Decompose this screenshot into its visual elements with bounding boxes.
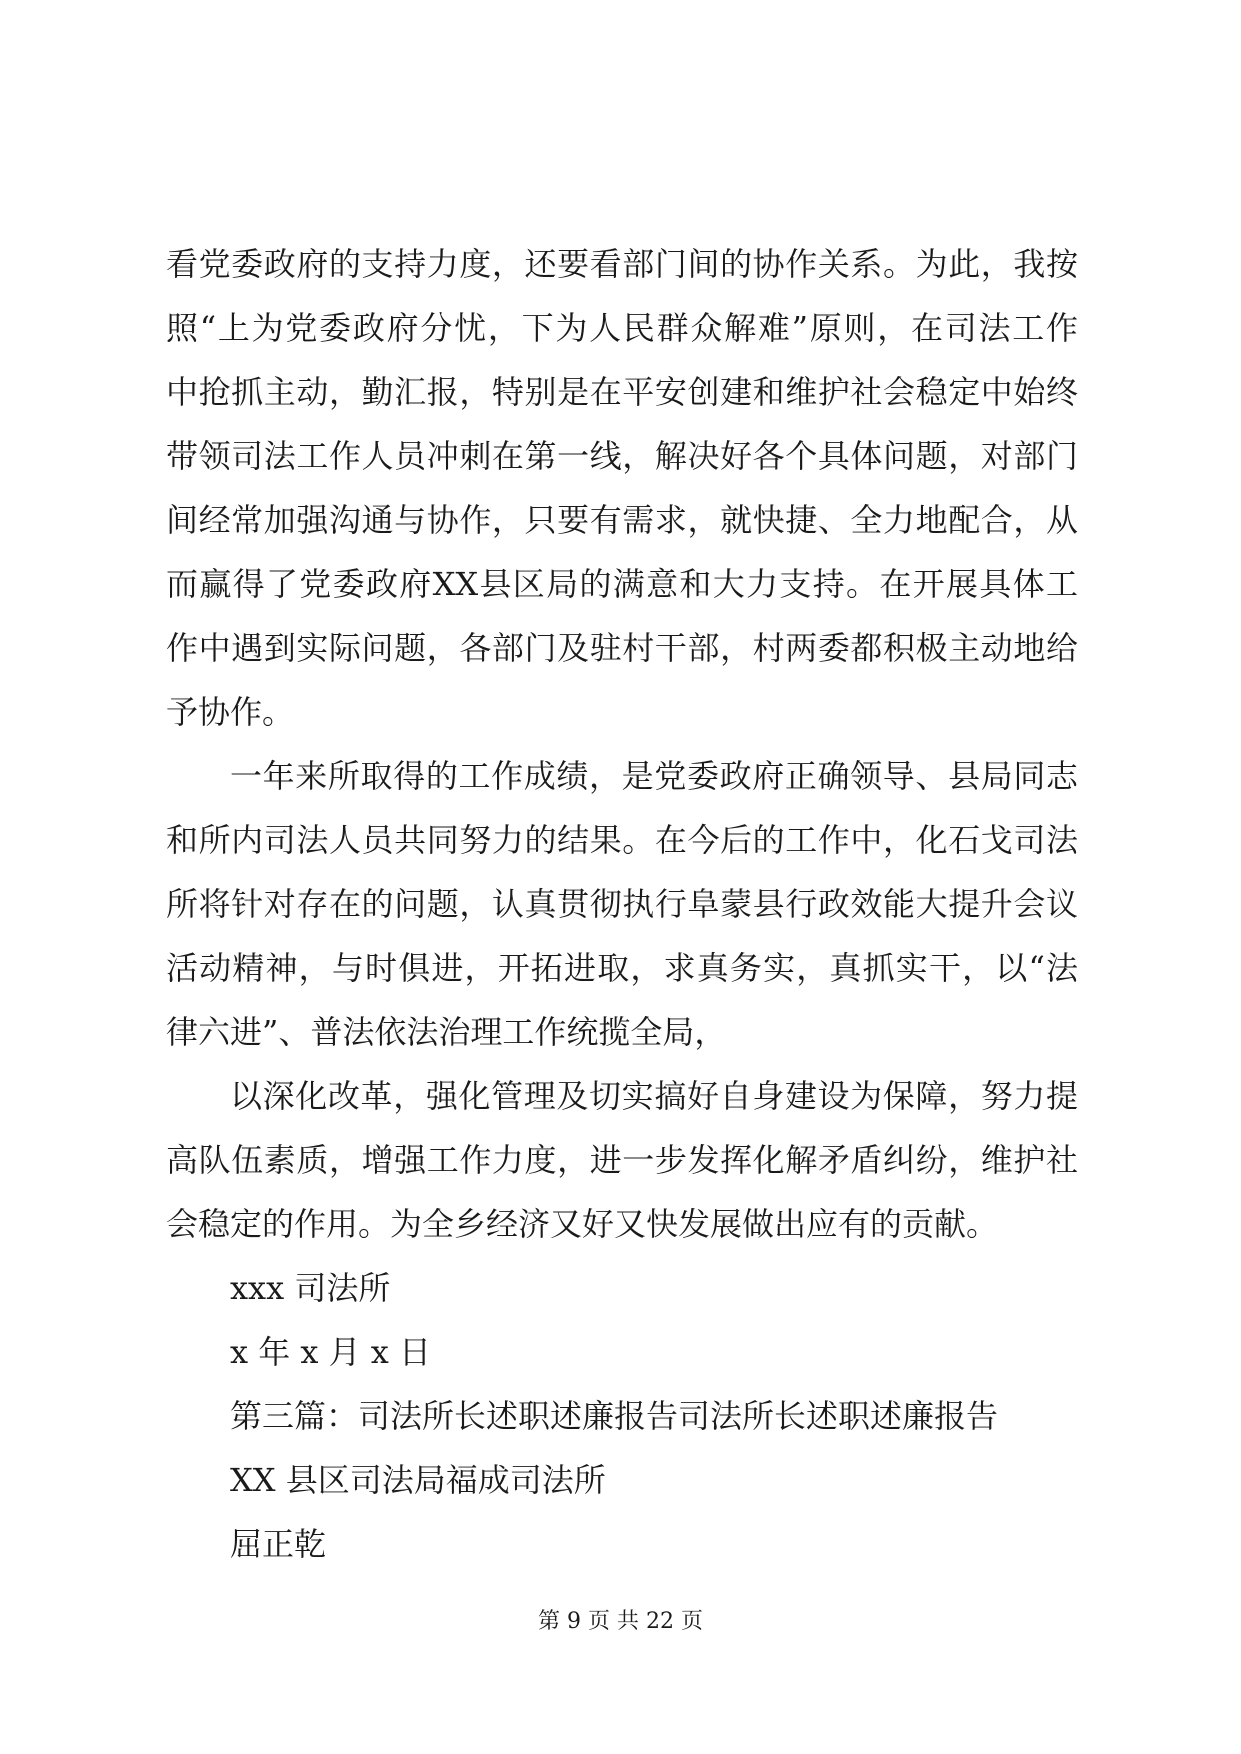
text-line: 看党委政府的支持力度，还要看部门间的协作关系。为此，我按 (166, 245, 1078, 283)
signature-date: x 年 x 月 x 日 (230, 1333, 432, 1371)
text-line: 间经常加强沟通与协作，只要有需求，就快捷、全力地配合，从 (166, 501, 1078, 539)
paragraph-3 (166, 1064, 1078, 1256)
text-line: 作中遇到实际问题，各部门及驻村干部，村两委都积极主动地给 (166, 629, 1078, 667)
text-line: 一年来所取得的工作成绩，是党委政府正确领导、县局同志 (230, 757, 1078, 795)
paragraph-1 (166, 232, 1078, 744)
section-title: 第三篇：司法所长述职述廉报告司法所长述职述廉报告 (230, 1397, 999, 1435)
text-line: 中抢抓主动，勤汇报，特别是在平安创建和维护社会稳定中始终 (166, 373, 1078, 411)
text-line: 而赢得了党委政府XX县区局的满意和大力支持。在开展具体工 (166, 565, 1078, 603)
section-unit: XX 县区司法局福成司法所 (230, 1461, 606, 1499)
text-line: 以深化改革，强化管理及切实搞好自身建设为保障，努力提 (230, 1077, 1078, 1115)
text-line: 照“上为党委政府分忧，下为人民群众解难”原则，在司法工作 (166, 309, 1078, 347)
page-number: 第 9 页 (538, 1609, 610, 1634)
page-total: 共 22 页 (617, 1609, 703, 1634)
next-section (166, 1384, 1078, 1576)
text-line: 律六进”、普法依法治理工作统揽全局， (166, 1013, 727, 1051)
page-footer (0, 1607, 1241, 1637)
text-line: 予协作。 (166, 693, 295, 731)
document-body (166, 232, 1078, 1576)
text-line: 带领司法工作人员冲刺在第一线，解决好各个具体问题，对部门 (166, 437, 1078, 475)
text-line: 高队伍素质，增强工作力度，进一步发挥化解矛盾纠纷，维护社 (166, 1141, 1078, 1179)
paragraph-2 (166, 744, 1078, 1064)
text-line: 活动精神，与时俱进，开拓进取，求真务实，真抓实干，以“法 (166, 949, 1078, 987)
text-line: 所将针对存在的问题，认真贯彻执行阜蒙县行政效能大提升会议 (166, 885, 1078, 923)
signature-org: xxx 司法所 (230, 1269, 391, 1307)
signature-block (166, 1256, 1078, 1384)
section-author: 屈正乾 (230, 1525, 327, 1563)
text-line: 和所内司法人员共同努力的结果。在今后的工作中，化石戈司法 (166, 821, 1078, 859)
text-line: 会稳定的作用。为全乡经济又好又快发展做出应有的贡献。 (166, 1205, 999, 1243)
